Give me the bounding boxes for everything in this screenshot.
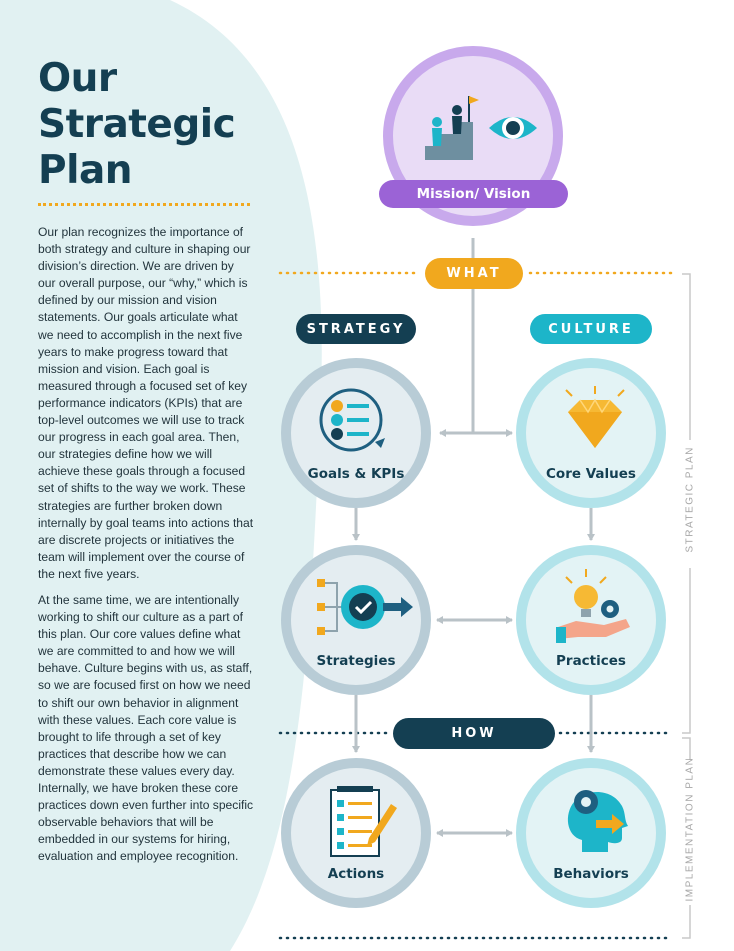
- checklist-clipboard-icon: [329, 786, 399, 862]
- how-pill: HOW: [393, 718, 555, 749]
- mission-vision-icon: [405, 94, 545, 174]
- title-line-2: Strategic: [38, 102, 236, 147]
- core-values-node: [516, 358, 666, 508]
- goals-kpis-label: Goals & KPIs: [307, 466, 405, 482]
- target-strategy-icon: [315, 575, 415, 641]
- checklist-icon: [317, 386, 397, 454]
- head-gear-icon: [560, 782, 636, 858]
- goals-kpis-node: [281, 358, 431, 508]
- mission-vision-label: Mission/ Vision: [379, 180, 568, 208]
- title-line-3: Plan: [38, 148, 133, 193]
- paragraph-strategy: Our plan recognizes the importance of both strategy and culture in shaping our division’s direction. We are driven by our overall purpose, our “why,” which is defined by our mission and vision statements. Our goals articulate what we need to accomplish in the next five years to make progress toward that mission and vision. Each goal is measured through a focused set of key performance indicators (KPIs) that are top-level outcomes we will use to track our progress in each goal area. Then, our strategies define how we will achieve these goals through a focused set of shifts to the way we work. These strategies are further broken down internally by goal teams into actions that are discrete projects or initiatives the team will implement over the course of the next five years.: [38, 225, 254, 581]
- actions-node: [281, 758, 431, 908]
- diamond-icon: [560, 386, 630, 456]
- what-pill: WHAT: [425, 258, 523, 289]
- actions-label: Actions: [327, 866, 385, 882]
- strategy-pill: STRATEGY: [296, 314, 416, 344]
- strategic-plan-label: STRATEGIC PLAN: [684, 446, 696, 553]
- culture-pill: CULTURE: [530, 314, 652, 344]
- behaviors-label: Behaviors: [553, 866, 629, 882]
- strategies-node: [281, 545, 431, 695]
- strategies-label: Strategies: [316, 653, 396, 669]
- implementation-plan-label: IMPLEMENTATION PLAN: [684, 756, 696, 902]
- practices-node: [516, 545, 666, 695]
- behaviors-node: [516, 758, 666, 908]
- practices-label: Practices: [556, 653, 626, 669]
- title-line-1: Our: [38, 56, 117, 101]
- paragraph-culture: At the same time, we are intentionally working to shift our culture as a part of this plan. Our core values define what we are committed to and how we will behave. Culture begins with us, as staff, so we are focused first on how we need to shift our own behavior in alignment with these values. Each core value is brought to life through a set of key practices that describe how we can demonstrate these values every day. Internally, we have broken these core practices down even further into specific observable behaviors that will be embedded in our systems for hiring, evaluation and employee recognition.: [38, 592, 254, 864]
- core-values-label: Core Values: [546, 466, 636, 482]
- lightbulb-hand-icon: [556, 569, 636, 647]
